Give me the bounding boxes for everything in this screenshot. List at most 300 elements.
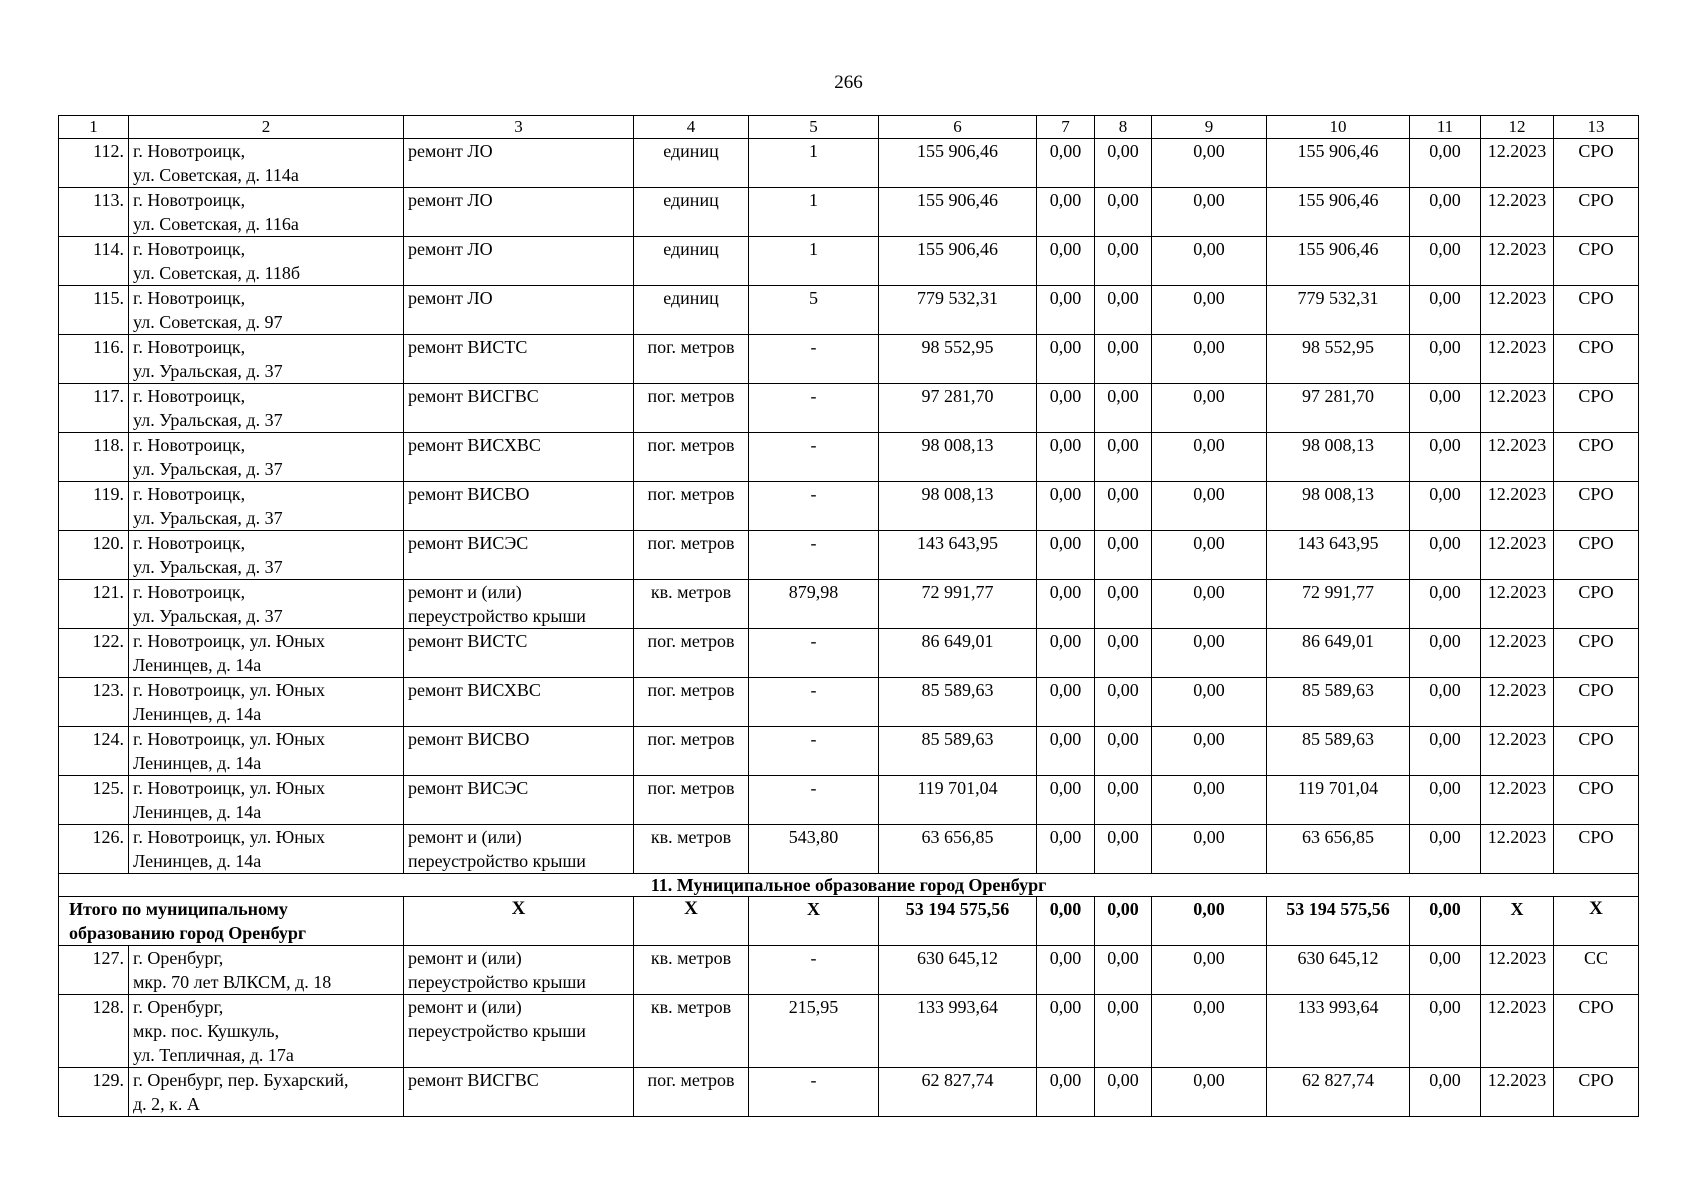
value-col10 bbox=[1267, 678, 1410, 727]
organization bbox=[1554, 727, 1639, 776]
address-line: ул. Советская, д. 97 bbox=[133, 312, 283, 332]
row-number-line: 124. bbox=[92, 729, 124, 749]
value-col7-line: 0,00 bbox=[1049, 435, 1082, 455]
address bbox=[129, 629, 404, 678]
total-cost-line: 98 552,95 bbox=[921, 337, 994, 357]
quantity-line: - bbox=[810, 386, 817, 406]
unit bbox=[634, 1068, 749, 1117]
address-line: г. Новотроицк, ул. Юных bbox=[133, 778, 326, 798]
total-cost bbox=[879, 776, 1037, 825]
organization bbox=[1554, 531, 1639, 580]
value-col9-line: 0,00 bbox=[1193, 680, 1225, 700]
value-col9 bbox=[1152, 286, 1267, 335]
row-number bbox=[59, 384, 129, 433]
value-col10 bbox=[1267, 188, 1410, 237]
value-col11-line: 0,00 bbox=[1429, 680, 1461, 700]
value-col11-line: 0,00 bbox=[1429, 190, 1461, 210]
value-col11-line: 0,00 bbox=[1429, 386, 1461, 406]
row-number bbox=[59, 580, 129, 629]
address-line: г. Новотроицк, bbox=[133, 484, 246, 504]
quantity-line: - bbox=[810, 337, 817, 357]
row-number bbox=[59, 1068, 129, 1117]
total-cost bbox=[879, 678, 1037, 727]
value-col7 bbox=[1037, 335, 1095, 384]
value-col10 bbox=[1267, 946, 1410, 995]
value-col8-line: 0,00 bbox=[1107, 948, 1139, 968]
value-col9-line: 0,00 bbox=[1193, 435, 1225, 455]
total-col11-line: 0,00 bbox=[1429, 899, 1461, 919]
organization-line: СРО bbox=[1578, 288, 1614, 308]
address-line: ул. Уральская, д. 37 bbox=[133, 459, 283, 479]
completion-date-line: 12.2023 bbox=[1487, 827, 1547, 847]
value-col10-line: 86 649,01 bbox=[1302, 631, 1374, 651]
work-type-line: ремонт ВИСХВС bbox=[408, 435, 541, 455]
column-header: 11 bbox=[1410, 116, 1481, 139]
organization bbox=[1554, 825, 1639, 874]
work-type-line: ремонт ВИСГВС bbox=[408, 1070, 539, 1090]
unit bbox=[634, 580, 749, 629]
value-col9 bbox=[1152, 531, 1267, 580]
column-header: 7 bbox=[1037, 116, 1095, 139]
value-col8-line: 0,00 bbox=[1107, 435, 1139, 455]
completion-date bbox=[1481, 825, 1554, 874]
table-row bbox=[59, 1068, 1639, 1117]
organization bbox=[1554, 580, 1639, 629]
value-col7 bbox=[1037, 580, 1095, 629]
unit-line: пог. метров bbox=[647, 484, 735, 504]
value-col8 bbox=[1095, 384, 1152, 433]
unit-line: кв. метров bbox=[650, 948, 732, 968]
organization-line: СРО bbox=[1578, 582, 1614, 602]
address-line: г. Новотроицк, ул. Юных bbox=[133, 729, 326, 749]
unit bbox=[634, 433, 749, 482]
value-col9 bbox=[1152, 727, 1267, 776]
value-col9 bbox=[1152, 482, 1267, 531]
value-col11-line: 0,00 bbox=[1429, 948, 1461, 968]
value-col9 bbox=[1152, 188, 1267, 237]
organization bbox=[1554, 188, 1639, 237]
quantity-line: - bbox=[810, 729, 817, 749]
unit-line: пог. метров bbox=[647, 680, 735, 700]
total-cost bbox=[879, 384, 1037, 433]
unit-line: пог. метров bbox=[647, 435, 735, 455]
value-col9-line: 0,00 bbox=[1193, 948, 1225, 968]
total-cost-line: 85 589,63 bbox=[921, 680, 994, 700]
total-cost-line: 85 589,63 bbox=[921, 729, 994, 749]
value-col9-line: 0,00 bbox=[1193, 484, 1225, 504]
total-label-line: Итого по муниципальному bbox=[69, 899, 288, 919]
table-row bbox=[59, 727, 1639, 776]
address-line: г. Новотроицк, bbox=[133, 582, 246, 602]
address bbox=[129, 482, 404, 531]
work-type bbox=[404, 384, 634, 433]
value-col10 bbox=[1267, 1068, 1410, 1117]
completion-date-line: 12.2023 bbox=[1487, 484, 1547, 504]
work-type bbox=[404, 776, 634, 825]
table-row bbox=[59, 995, 1639, 1068]
quantity bbox=[749, 678, 879, 727]
total-cost-line: 155 906,46 bbox=[917, 190, 998, 210]
organization-line: СРО bbox=[1578, 997, 1614, 1017]
value-col7-line: 0,00 bbox=[1049, 582, 1082, 602]
completion-date bbox=[1481, 776, 1554, 825]
value-col9-line: 0,00 bbox=[1193, 533, 1225, 553]
organization-line: СРО bbox=[1578, 337, 1614, 357]
total-date bbox=[1481, 897, 1554, 946]
table-row bbox=[59, 237, 1639, 286]
row-number-line: 113. bbox=[93, 190, 124, 210]
value-col11 bbox=[1410, 139, 1481, 188]
value-col10-line: 98 008,13 bbox=[1302, 484, 1374, 504]
total-cost-line: 143 643,95 bbox=[917, 533, 998, 553]
work-type bbox=[404, 825, 634, 874]
table-row bbox=[59, 482, 1639, 531]
value-col9 bbox=[1152, 776, 1267, 825]
quantity bbox=[749, 995, 879, 1068]
total-label-line: образованию город Оренбург bbox=[69, 923, 307, 943]
value-col8-line: 0,00 bbox=[1107, 533, 1139, 553]
value-col10-line: 72 991,77 bbox=[1302, 582, 1374, 602]
value-col7-line: 0,00 bbox=[1049, 729, 1082, 749]
table-row bbox=[59, 335, 1639, 384]
value-col7 bbox=[1037, 678, 1095, 727]
total-org-line: Х bbox=[1589, 898, 1603, 919]
work-type bbox=[404, 482, 634, 531]
unit bbox=[634, 139, 749, 188]
column-number-row bbox=[59, 116, 1639, 139]
value-col9 bbox=[1152, 629, 1267, 678]
value-col7-line: 0,00 bbox=[1049, 631, 1082, 651]
value-col9-line: 0,00 bbox=[1193, 729, 1225, 749]
unit-line: пог. метров bbox=[647, 729, 735, 749]
quantity bbox=[749, 482, 879, 531]
completion-date-line: 12.2023 bbox=[1487, 729, 1547, 749]
value-col7 bbox=[1037, 237, 1095, 286]
work-type bbox=[404, 531, 634, 580]
work-type-line: ремонт и (или) bbox=[408, 997, 522, 1017]
work-type-line: переустройство крыши bbox=[408, 851, 586, 871]
value-col8 bbox=[1095, 629, 1152, 678]
value-col7-line: 0,00 bbox=[1049, 337, 1082, 357]
completion-date bbox=[1481, 335, 1554, 384]
table-row bbox=[59, 678, 1639, 727]
completion-date-line: 12.2023 bbox=[1487, 533, 1547, 553]
address-line: мкр. пос. Кушкуль, bbox=[133, 1021, 280, 1041]
organization-line: СРО bbox=[1578, 827, 1614, 847]
quantity-line: 879,98 bbox=[788, 582, 839, 602]
total-cost bbox=[879, 727, 1037, 776]
total-cost-line: 62 827,74 bbox=[921, 1070, 994, 1090]
value-col9 bbox=[1152, 678, 1267, 727]
address-line: ул. Тепличная, д. 17а bbox=[133, 1045, 294, 1065]
organization-line: СРО bbox=[1578, 533, 1614, 553]
row-number bbox=[59, 433, 129, 482]
value-col11 bbox=[1410, 776, 1481, 825]
value-col9 bbox=[1152, 825, 1267, 874]
quantity bbox=[749, 727, 879, 776]
organization bbox=[1554, 286, 1639, 335]
row-number bbox=[59, 946, 129, 995]
work-type bbox=[404, 580, 634, 629]
unit-line: единиц bbox=[663, 239, 719, 259]
value-col7 bbox=[1037, 629, 1095, 678]
row-number bbox=[59, 629, 129, 678]
value-col9 bbox=[1152, 946, 1267, 995]
completion-date-line: 12.2023 bbox=[1487, 288, 1547, 308]
value-col11 bbox=[1410, 580, 1481, 629]
value-col10 bbox=[1267, 825, 1410, 874]
unit bbox=[634, 946, 749, 995]
value-col11-line: 0,00 bbox=[1429, 288, 1461, 308]
address-line: г. Новотроицк, ул. Юных bbox=[133, 631, 326, 651]
work-type bbox=[404, 727, 634, 776]
value-col10 bbox=[1267, 629, 1410, 678]
unit-line: пог. метров bbox=[647, 631, 735, 651]
organization-line: СРО bbox=[1578, 778, 1614, 798]
total-col4-line: Х bbox=[684, 898, 698, 919]
unit bbox=[634, 335, 749, 384]
value-col8 bbox=[1095, 531, 1152, 580]
total-cost-line: 97 281,70 bbox=[921, 386, 994, 406]
total-label bbox=[59, 897, 404, 946]
column-header: 1 bbox=[59, 116, 129, 139]
value-col8-line: 0,00 bbox=[1107, 997, 1139, 1017]
row-number bbox=[59, 139, 129, 188]
quantity bbox=[749, 237, 879, 286]
address bbox=[129, 384, 404, 433]
total-col3-line: Х bbox=[511, 898, 526, 919]
row-number-line: 128. bbox=[92, 997, 124, 1017]
row-number bbox=[59, 531, 129, 580]
value-col8 bbox=[1095, 946, 1152, 995]
row-number-line: 119. bbox=[93, 484, 124, 504]
completion-date-line: 12.2023 bbox=[1487, 337, 1547, 357]
value-col10-line: 155 906,46 bbox=[1297, 141, 1379, 161]
value-col7-line: 0,00 bbox=[1049, 288, 1082, 308]
value-col11-line: 0,00 bbox=[1429, 827, 1461, 847]
value-col8 bbox=[1095, 188, 1152, 237]
section-title: 11. Муниципальное образование город Оренбург bbox=[59, 874, 1639, 897]
quantity bbox=[749, 139, 879, 188]
work-type bbox=[404, 433, 634, 482]
quantity-line: - bbox=[810, 1070, 817, 1090]
completion-date bbox=[1481, 531, 1554, 580]
value-col8-line: 0,00 bbox=[1107, 1070, 1139, 1090]
table-row bbox=[59, 946, 1639, 995]
value-col11-line: 0,00 bbox=[1429, 435, 1461, 455]
value-col8-line: 0,00 bbox=[1107, 729, 1139, 749]
value-col11-line: 0,00 bbox=[1429, 337, 1461, 357]
value-col8-line: 0,00 bbox=[1107, 778, 1139, 798]
value-col11-line: 0,00 bbox=[1429, 239, 1461, 259]
value-col7-line: 0,00 bbox=[1049, 190, 1082, 210]
total-col11 bbox=[1410, 897, 1481, 946]
completion-date-line: 12.2023 bbox=[1487, 386, 1547, 406]
work-type-line: ремонт и (или) bbox=[408, 948, 522, 968]
address bbox=[129, 946, 404, 995]
value-col8-line: 0,00 bbox=[1107, 337, 1139, 357]
total-cost-line: 86 649,01 bbox=[921, 631, 994, 651]
row-number bbox=[59, 188, 129, 237]
work-type-line: переустройство крыши bbox=[408, 606, 586, 626]
quantity bbox=[749, 433, 879, 482]
row-number-line: 129. bbox=[92, 1070, 124, 1090]
value-col9-line: 0,00 bbox=[1193, 141, 1225, 161]
work-type-line: переустройство крыши bbox=[408, 972, 586, 992]
section-heading-row bbox=[59, 874, 1639, 897]
value-col10-line: 85 589,63 bbox=[1302, 680, 1374, 700]
value-col7 bbox=[1037, 825, 1095, 874]
value-col8 bbox=[1095, 825, 1152, 874]
row-number-line: 123. bbox=[92, 680, 124, 700]
value-col7-line: 0,00 bbox=[1049, 778, 1082, 798]
value-col10 bbox=[1267, 139, 1410, 188]
column-header: 5 bbox=[749, 116, 879, 139]
completion-date bbox=[1481, 237, 1554, 286]
value-col7-line: 0,00 bbox=[1049, 386, 1082, 406]
value-col10-line: 85 589,63 bbox=[1302, 729, 1374, 749]
unit bbox=[634, 727, 749, 776]
completion-date bbox=[1481, 286, 1554, 335]
value-col7 bbox=[1037, 482, 1095, 531]
table-row bbox=[59, 580, 1639, 629]
column-header: 12 bbox=[1481, 116, 1554, 139]
quantity bbox=[749, 1068, 879, 1117]
value-col10-line: 630 645,12 bbox=[1297, 948, 1379, 968]
value-col8 bbox=[1095, 1068, 1152, 1117]
value-col10 bbox=[1267, 384, 1410, 433]
quantity-line: - bbox=[810, 435, 817, 455]
value-col8-line: 0,00 bbox=[1107, 239, 1139, 259]
column-header: 9 bbox=[1152, 116, 1267, 139]
row-number-line: 127. bbox=[92, 948, 124, 968]
value-col10-line: 779 532,31 bbox=[1297, 288, 1379, 308]
row-number bbox=[59, 237, 129, 286]
completion-date bbox=[1481, 995, 1554, 1068]
value-col11 bbox=[1410, 727, 1481, 776]
work-type bbox=[404, 188, 634, 237]
work-type-line: ремонт ЛО bbox=[408, 288, 493, 308]
value-col11-line: 0,00 bbox=[1429, 484, 1461, 504]
organization bbox=[1554, 384, 1639, 433]
organization-line: СРО bbox=[1578, 435, 1614, 455]
row-number-line: 117. bbox=[93, 386, 124, 406]
total-cost bbox=[879, 580, 1037, 629]
quantity bbox=[749, 580, 879, 629]
completion-date bbox=[1481, 580, 1554, 629]
value-col10 bbox=[1267, 776, 1410, 825]
address-line: г. Оренбург, bbox=[133, 948, 224, 968]
completion-date bbox=[1481, 139, 1554, 188]
column-header: 6 bbox=[879, 116, 1037, 139]
address-line: мкр. 70 лет ВЛКСМ, д. 18 bbox=[133, 972, 332, 992]
quantity bbox=[749, 286, 879, 335]
total-cost bbox=[879, 629, 1037, 678]
value-col11 bbox=[1410, 433, 1481, 482]
row-number bbox=[59, 286, 129, 335]
work-type bbox=[404, 237, 634, 286]
value-col8-line: 0,00 bbox=[1107, 680, 1139, 700]
address-line: г. Новотроицк, bbox=[133, 533, 246, 553]
value-col7 bbox=[1037, 188, 1095, 237]
row-number-line: 114. bbox=[93, 239, 124, 259]
organization bbox=[1554, 678, 1639, 727]
completion-date bbox=[1481, 482, 1554, 531]
unit-line: пог. метров bbox=[647, 1070, 735, 1090]
address bbox=[129, 433, 404, 482]
value-col10-line: 119 701,04 bbox=[1297, 778, 1379, 798]
value-col7-line: 0,00 bbox=[1049, 533, 1082, 553]
address bbox=[129, 727, 404, 776]
value-col8 bbox=[1095, 995, 1152, 1068]
row-number bbox=[59, 335, 129, 384]
unit-line: кв. метров bbox=[650, 827, 732, 847]
page-number: 266 bbox=[834, 72, 863, 93]
work-type-line: ремонт ВИСЭС bbox=[408, 778, 529, 798]
unit bbox=[634, 825, 749, 874]
total-col5 bbox=[749, 897, 879, 946]
work-type-line: ремонт ВИСВО bbox=[408, 729, 530, 749]
address-line: ул. Уральская, д. 37 bbox=[133, 557, 283, 577]
total-cost-line: 53 194 575,56 bbox=[905, 899, 1010, 919]
row-number-line: 121. bbox=[92, 582, 124, 602]
row-number-line: 126. bbox=[92, 827, 124, 847]
organization-line: СС bbox=[1583, 948, 1608, 968]
organization bbox=[1554, 629, 1639, 678]
value-col7 bbox=[1037, 531, 1095, 580]
total-cost-line: 98 008,13 bbox=[921, 484, 994, 504]
value-col9-line: 0,00 bbox=[1193, 239, 1225, 259]
value-col11-line: 0,00 bbox=[1429, 1070, 1461, 1090]
value-col10 bbox=[1267, 335, 1410, 384]
organization bbox=[1554, 946, 1639, 995]
organization bbox=[1554, 335, 1639, 384]
table-row bbox=[59, 825, 1639, 874]
value-col8 bbox=[1095, 482, 1152, 531]
value-col8 bbox=[1095, 580, 1152, 629]
value-col8 bbox=[1095, 678, 1152, 727]
unit-line: единиц bbox=[663, 288, 719, 308]
total-col9-line: 0,00 bbox=[1193, 899, 1225, 919]
quantity-line: - bbox=[810, 631, 817, 651]
value-col7 bbox=[1037, 995, 1095, 1068]
quantity-line: - bbox=[810, 680, 817, 700]
unit-line: пог. метров bbox=[647, 337, 735, 357]
total-cost-line: 133 993,64 bbox=[917, 997, 998, 1017]
completion-date-line: 12.2023 bbox=[1487, 435, 1547, 455]
column-header: 13 bbox=[1554, 116, 1639, 139]
address-line: г. Новотроицк, bbox=[133, 288, 246, 308]
total-col8 bbox=[1095, 897, 1152, 946]
work-type-line: ремонт ВИСТС bbox=[408, 337, 528, 357]
work-type-line: ремонт ВИСТС bbox=[408, 631, 528, 651]
total-cost bbox=[879, 286, 1037, 335]
address-line: д. 2, к. А bbox=[133, 1094, 200, 1114]
value-col7 bbox=[1037, 384, 1095, 433]
value-col7 bbox=[1037, 776, 1095, 825]
address-line: ул. Советская, д. 118б bbox=[133, 263, 301, 283]
value-col9-line: 0,00 bbox=[1193, 997, 1225, 1017]
work-type-line: переустройство крыши bbox=[408, 1021, 586, 1041]
work-type-line: ремонт ВИСХВС bbox=[408, 680, 541, 700]
unit-line: пог. метров bbox=[647, 533, 735, 553]
table-row bbox=[59, 384, 1639, 433]
table-row bbox=[59, 433, 1639, 482]
row-number-line: 122. bbox=[92, 631, 124, 651]
organization-line: СРО bbox=[1578, 729, 1614, 749]
quantity bbox=[749, 384, 879, 433]
organization bbox=[1554, 482, 1639, 531]
